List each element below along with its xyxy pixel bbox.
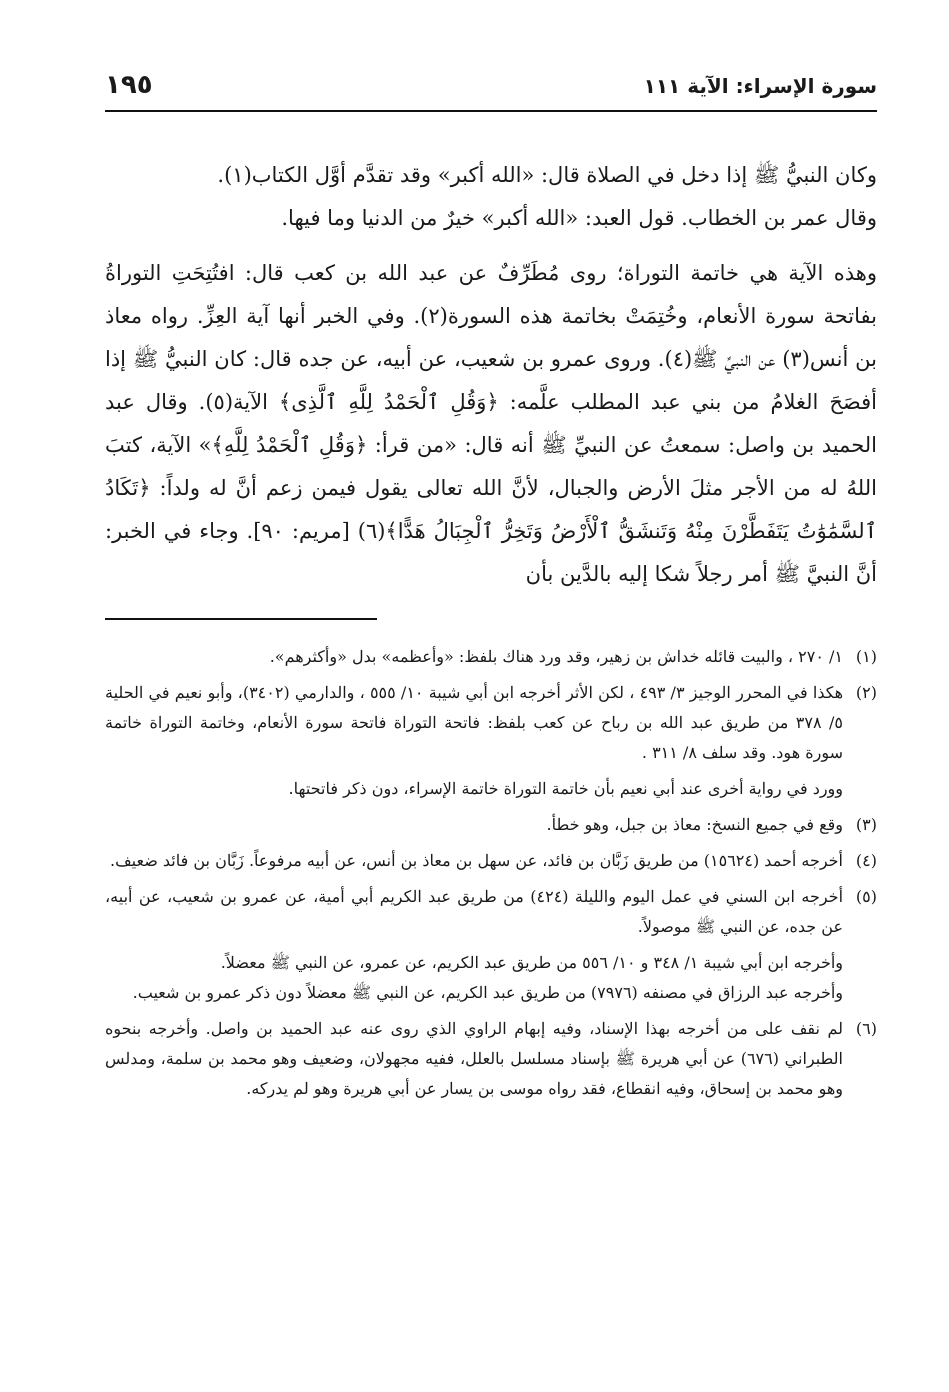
paragraph: وهذه الآية هي خاتمة التوراة؛ روى مُطَرِّفٌ عن عبد الله بن كعب قال: افتُتِحَتِ التوراةُ بفاتحة سورة الأنعام، وخُتِمَتْ بخاتمة هذه السورة(٢). وفي الخبر أنها آية العِزِّ. رواه معاذ بن أنس(٣) عن النبيِّ ﷺ(٤). وروى عمرو بن شعيب، عن أبيه، عن جده قال: كان النبيُّ ﷺ إذا أفصَحَ الغلامُ من بني عبد المطلب علَّمه: ﴿وَقُلِ ٱلْحَمْدُ لِلَّهِ ٱلَّذِى﴾ الآية(٥). وقال عبد الحميد بن واصل: سمعتُ عن النبيِّ ﷺ أنه قال: «من قرأ: ﴿وَقُلِ ٱلْحَمْدُ لِلَّهِ﴾» الآية، كتبَ اللهُ له من الأجر مثلَ الأرض والجبال، لأنَّ الله تعالى يقول فيمن زعم أنَّ له ولداً: ﴿تَكَادُ ٱلسَّمَٰوَٰتُ يَتَفَطَّرْنَ مِنْهُ وَتَنشَقُّ ٱلْأَرْضُ وَتَخِرُّ ٱلْجِبَالُ هَدًّا﴾(٦) [مريم: ٩٠]. وجاء في الخبر: أنَّ النبيَّ ﷺ أمر رجلاً شكا إليه بالدَّين بأن	[105, 261, 878, 586]
footnote-number: (٤)	[855, 851, 877, 870]
footnote-text: وقع في جميع النسخ: معاذ بن جبل، وهو خطأ.	[546, 815, 843, 834]
page-header	[105, 60, 877, 112]
footnote-number: (٣)	[855, 815, 877, 834]
footnote-text: أخرجه ابن السني في عمل اليوم والليلة (٤٢٤) من طريق عبد الكريم أبي أمية، عن عمرو بن شعيب، عن أبيه، عن جده، عن النبي ﷺ موصولاً.	[105, 887, 844, 936]
footnote-text: وأخرجه عبد الرزاق في مصنفه (٧٩٧٦) من طريق عبد الكريم، عن النبي ﷺ معضلاً دون ذكر عمرو بن شعيب.	[132, 983, 843, 1002]
footnote-text: هكذا في المحرر الوجيز ٣/ ٤٩٣ ، لكن الأثر أخرجه ابن أبي شيبة ١٠/ ٥٥٥ ، والدارمي (٣٤٠٢)، وأبو نعيم في الحلية ٥/ ٣٧٨ من طريق عبد الله بن رباح عن كعب بلفظ: فاتحة التوراة فاتحة سورة الأنعام، وخاتمة التوراة خاتمة سورة هود. وقد سلف ٨/ ٣١١ .	[105, 683, 844, 762]
footnote-1	[105, 642, 877, 672]
book-page	[105, 60, 877, 1350]
footnotes	[105, 642, 877, 1104]
footnote-number: (٢)	[855, 683, 877, 702]
footnote-2	[105, 678, 877, 804]
footnote-text: وورد في رواية أخرى عند أبي نعيم بأن خاتمة التوراة خاتمة الإسراء، دون ذكر فاتحتها.	[288, 779, 843, 798]
paragraph: وكان النبيُّ ﷺ إذا دخل في الصلاة قال: «الله أكبر» وقد تقدَّم أوَّل الكتاب(١).	[217, 163, 877, 187]
footnote-number: (٥)	[855, 887, 877, 906]
footnote-text: وأخرجه ابن أبي شيبة ١/ ٣٤٨ و ١٠/ ٥٥٦ من طريق عبد الكريم، عن عمرو، عن النبي ﷺ معضلاً.	[220, 953, 843, 972]
running-title: سورة الإسراء: الآية ١١١	[643, 74, 877, 98]
footnote-5	[105, 882, 877, 1008]
footnote-text: أخرجه أحمد (١٥٦٢٤) من طريق زَبَّان بن فائد، عن سهل بن معاذ بن أنس، عن أبيه مرفوعاً. زَبَّان بن فائد ضعيف.	[110, 851, 843, 870]
footnote-4	[105, 846, 877, 876]
main-text	[105, 154, 877, 596]
footnote-6	[105, 1014, 877, 1104]
footnote-number: (٦)	[855, 1019, 877, 1038]
footnote-text: ١/ ٢٧٠ ، والبيت قائله خداش بن زهير، وقد ورد هناك بلفظ: «وأعظمه» بدل «وأكثرهم».	[269, 647, 843, 666]
footnote-separator	[105, 618, 877, 620]
paragraph: وقال عمر بن الخطاب. قول العبد: «الله أكبر» خيرٌ من الدنيا وما فيها.	[281, 206, 877, 230]
footnote-3	[105, 810, 877, 840]
page-number: ١٩٥	[105, 70, 153, 100]
footnote-text: لم نقف على من أخرجه بهذا الإسناد، وفيه إبهام الراوي الذي روى عنه عبد الحميد بن واصل. وأخرجه بنحوه الطبراني (٦٧٦) عن أبي هريرة ﷺ بإسناد مسلسل بالعلل، ففيه مجهولان، وضعيف وهو محمد بن سلمة، ومدلس وهو محمد بن إسحاق، وفيه انقطاع، فقد رواه موسى بن يسار عن أبي هريرة وهو لم يدركه.	[105, 1019, 844, 1098]
footnote-number: (١)	[855, 647, 877, 666]
